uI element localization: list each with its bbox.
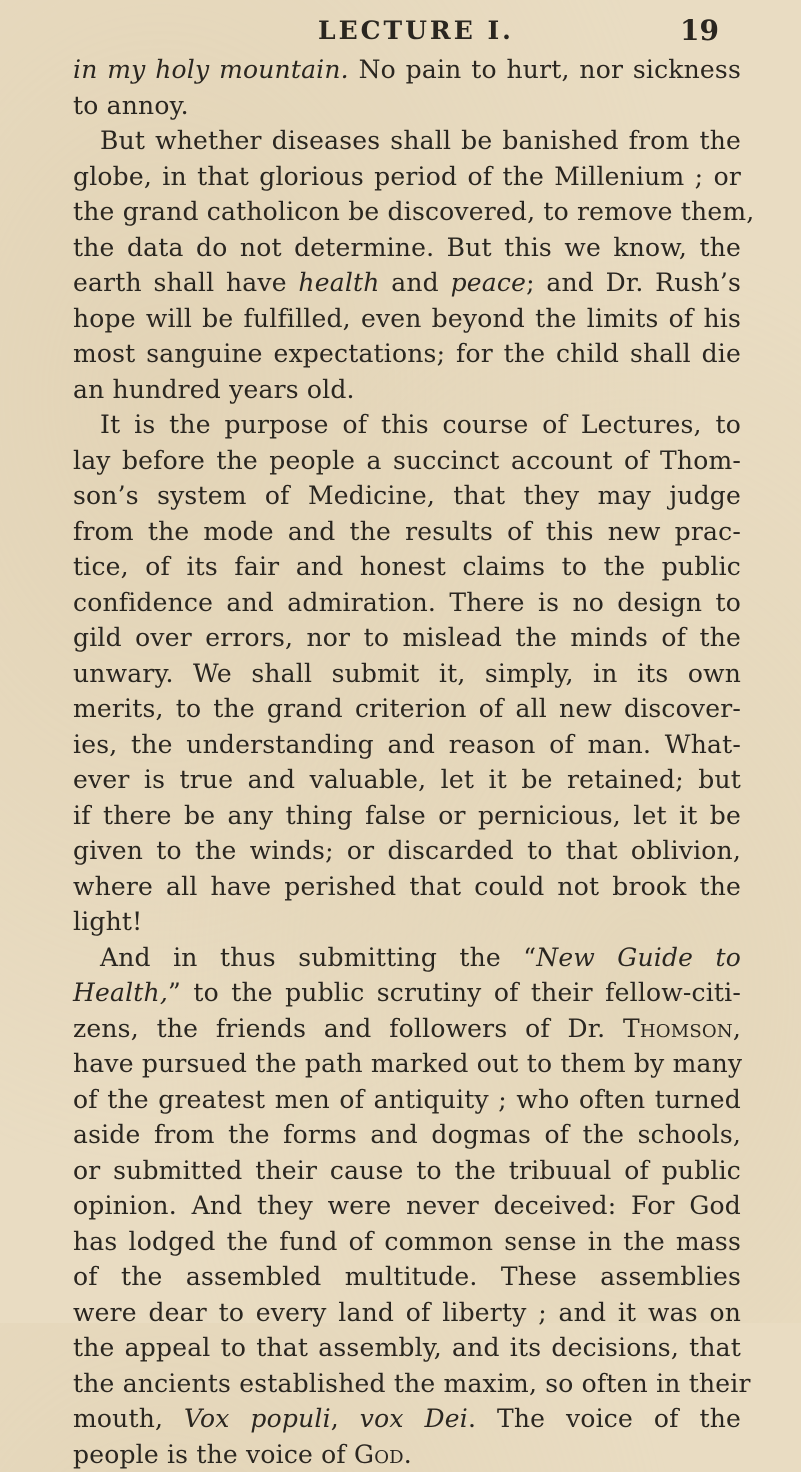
text-line: But whether diseases shall be banished from the: [73, 123, 741, 159]
text-line: tice, of its fair and honest claims to the public: [73, 549, 741, 585]
body-text: [73, 52, 741, 1472]
text-line: aside from the forms and dogmas of the schools,: [73, 1117, 741, 1153]
text-line: of the greatest men of antiquity ; who often turned: [73, 1082, 741, 1118]
text-line: son’s system of Medicine, that they may judge: [73, 478, 741, 514]
text-line: ever is true and valuable, let it be retained; but: [73, 762, 741, 798]
text-line: unwary. We shall submit it, simply, in its own: [73, 656, 741, 692]
text-line: were dear to every land of liberty ; and it was on: [73, 1295, 741, 1331]
text-line: opinion. And they were never deceived: For God: [73, 1188, 741, 1224]
text-line: where all have perished that could not brook the: [73, 869, 741, 905]
text-line: And in thus submitting the “New Guide to: [73, 940, 741, 976]
text-line: in my holy mountain. No pain to hurt, nor sickness: [73, 52, 741, 88]
text-line: mouth, Vox populi, vox Dei. The voice of the: [73, 1401, 741, 1437]
text-line: the grand catholicon be discovered, to remove them,: [73, 194, 741, 230]
text-line: Health,” to the public scrutiny of their fellow-citi-: [73, 975, 741, 1011]
text-line: merits, to the grand criterion of all new discover-: [73, 691, 741, 727]
text-line: given to the winds; or discarded to that oblivion,: [73, 833, 741, 869]
text-line: or submitted their cause to the tribuual of public: [73, 1153, 741, 1189]
text-line: the ancients established the maxim, so often in their: [73, 1366, 741, 1402]
text-line: an hundred years old.: [73, 372, 741, 408]
text-line: of the assembled multitude. These assemblies: [73, 1259, 741, 1295]
text-line: hope will be fulfilled, even beyond the limits of his: [73, 301, 741, 337]
text-line: earth shall have health and peace; and Dr. Rush’s: [73, 265, 741, 301]
page-header: [0, 14, 801, 54]
text-line: It is the purpose of this course of Lectures, to: [73, 407, 741, 443]
text-line: if there be any thing false or pernicious, let it be: [73, 798, 741, 834]
text-line: lay before the people a succinct account of Thom-: [73, 443, 741, 479]
page-number: 19: [680, 14, 719, 47]
text-line: have pursued the path marked out to them by many: [73, 1046, 741, 1082]
text-line: has lodged the fund of common sense in the mass: [73, 1224, 741, 1260]
text-line: the appeal to that assembly, and its decisions, that: [73, 1330, 741, 1366]
text-line: globe, in that glorious period of the Millenium ; or: [73, 159, 741, 195]
text-line: gild over errors, nor to mislead the minds of the: [73, 620, 741, 656]
text-line: people is the voice of God.: [73, 1437, 741, 1472]
running-title: LECTURE I.: [318, 16, 514, 45]
text-line: light!: [73, 904, 741, 940]
text-line: zens, the friends and followers of Dr. Thomson,: [73, 1011, 741, 1047]
text-line: to annoy.: [73, 88, 741, 124]
text-line: the data do not determine. But this we know, the: [73, 230, 741, 266]
text-line: confidence and admiration. There is no design to: [73, 585, 741, 621]
text-line: ies, the understanding and reason of man. What-: [73, 727, 741, 763]
text-line: from the mode and the results of this new prac-: [73, 514, 741, 550]
text-line: most sanguine expectations; for the child shall die: [73, 336, 741, 372]
